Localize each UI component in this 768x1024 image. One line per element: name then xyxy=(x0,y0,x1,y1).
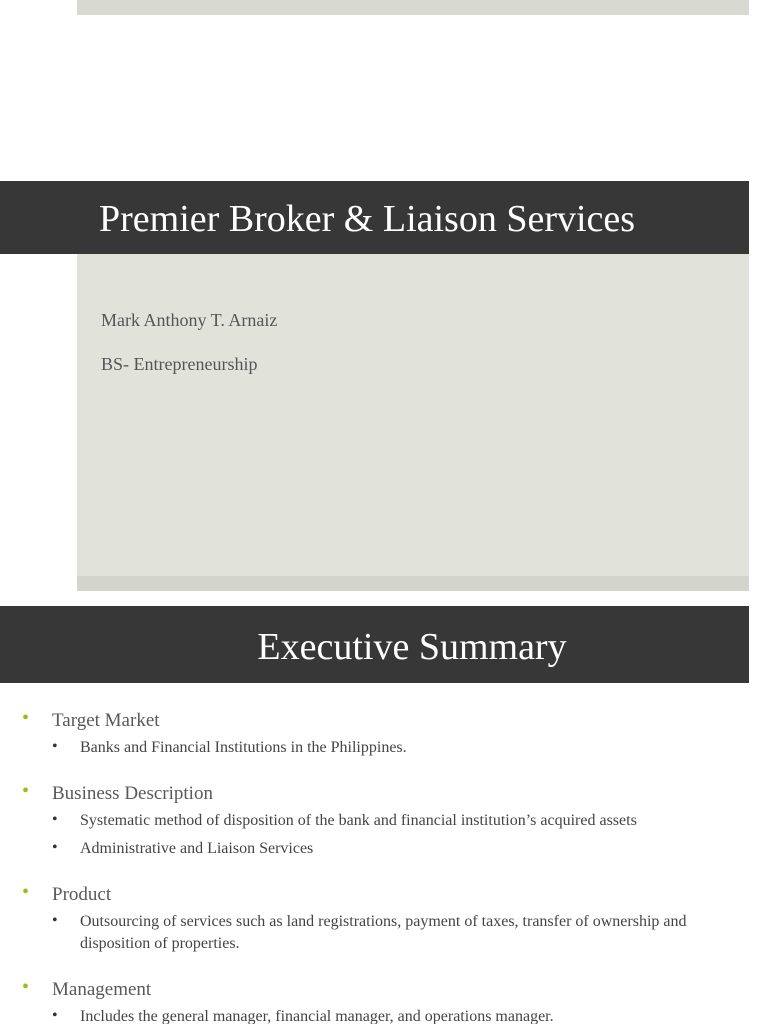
section-management xyxy=(0,977,768,1006)
slide2-title: Executive Summary xyxy=(257,626,567,668)
green-bullet-icon: • xyxy=(22,780,30,802)
section-heading: Business Description xyxy=(52,783,213,804)
section-business-description-item-1 xyxy=(0,810,768,838)
executive-summary-list xyxy=(0,708,768,1024)
section-heading: Product xyxy=(52,884,112,905)
section-management-items xyxy=(0,1006,768,1024)
section-heading: Target Market xyxy=(52,710,160,731)
list-item: • Administrative and Liaison Services xyxy=(52,839,314,857)
bullet-icon: • xyxy=(52,1007,58,1024)
slide1-footer-strip xyxy=(77,576,749,591)
green-bullet-icon: • xyxy=(22,881,30,903)
green-bullet-icon: • xyxy=(22,976,30,998)
section-target-market xyxy=(0,708,768,737)
bullet-icon: • xyxy=(52,738,58,755)
bullet-icon: • xyxy=(52,839,58,856)
list-item: • Outsourcing of services such as land registrations, payment of taxes, transfer of ownership and disposition of properties. xyxy=(52,912,687,952)
green-bullet-icon: • xyxy=(22,707,30,729)
list-item: • Banks and Financial Institutions in the Philippines. xyxy=(52,738,407,756)
section-business-description xyxy=(0,781,768,810)
slide1-subtitle-panel xyxy=(77,254,749,576)
list-item: • Systematic method of disposition of the bank and financial institution’s acquired assets xyxy=(52,811,637,829)
slide1-author: Mark Anthony T. Arnaiz xyxy=(101,310,278,330)
bullet-icon: • xyxy=(52,811,58,828)
slide1-title: Premier Broker & Liaison Services xyxy=(99,198,636,240)
list-item: • Includes the general manager, financial manager, and operations manager. xyxy=(0,1006,768,1024)
bullet-icon: • xyxy=(52,912,58,929)
slide1-program: BS- Entrepreneurship xyxy=(101,354,258,374)
section-product-items xyxy=(0,911,768,977)
section-product xyxy=(0,882,768,911)
section-target-market-items xyxy=(0,737,768,781)
section-business-description-item-2 xyxy=(0,838,768,882)
section-heading: Management xyxy=(52,979,152,1000)
previous-slide-strip xyxy=(77,0,749,15)
